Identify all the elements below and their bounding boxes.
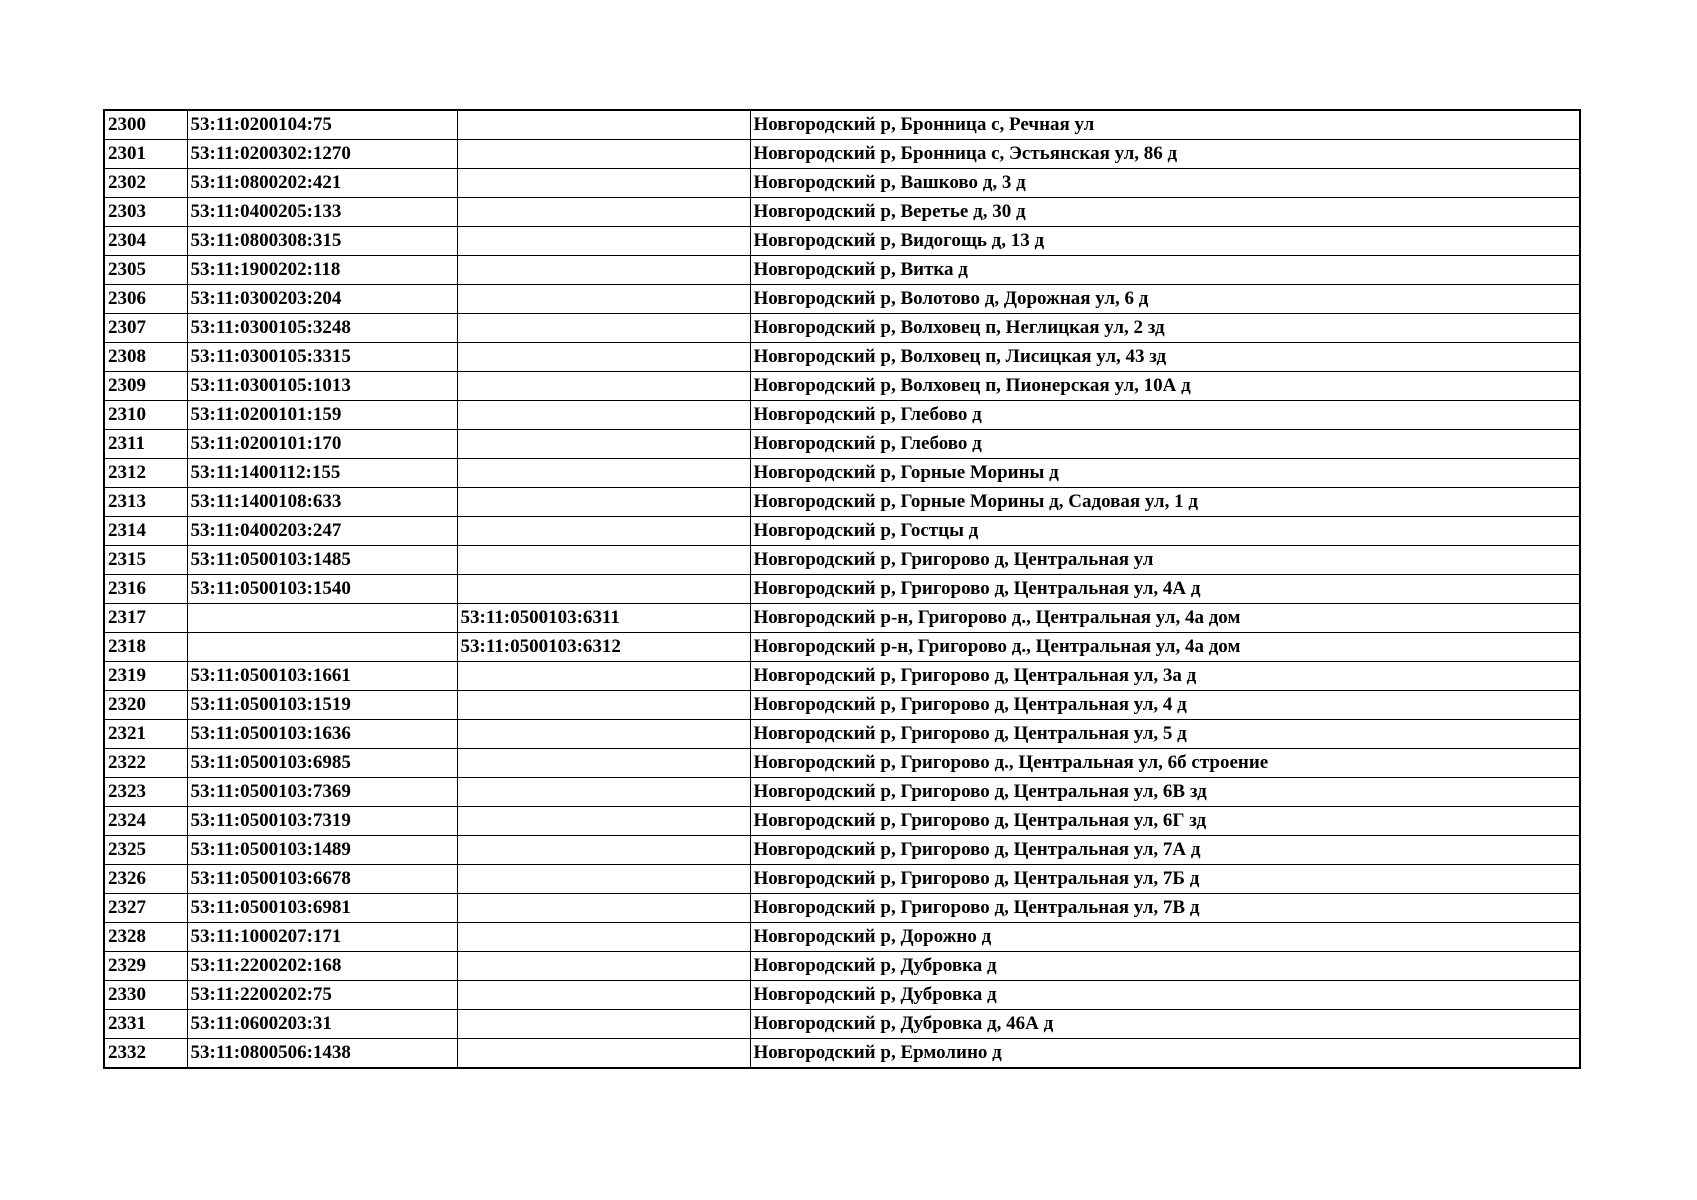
cadastral-number-cell: 53:11:0800202:421 (187, 169, 457, 198)
table-row (104, 517, 1580, 546)
table-row (104, 459, 1580, 488)
cadastral-number-cell: 53:11:0500103:1519 (187, 691, 457, 720)
alt-cadastral-number-cell (457, 981, 750, 1010)
row-number-cell: 2321 (104, 720, 187, 749)
row-number-cell: 2302 (104, 169, 187, 198)
cadastral-number-cell: 53:11:0500103:1661 (187, 662, 457, 691)
alt-cadastral-number-cell (457, 691, 750, 720)
alt-cadastral-number-cell (457, 749, 750, 778)
alt-cadastral-number-cell: 53:11:0500103:6311 (457, 604, 750, 633)
row-number-cell: 2307 (104, 314, 187, 343)
address-cell: Новгородский р, Дорожно д (750, 923, 1580, 952)
address-cell: Новгородский р, Григорово д, Центральная ул, 7А д (750, 836, 1580, 865)
row-number-cell: 2320 (104, 691, 187, 720)
cadastral-number-cell: 53:11:0500103:1485 (187, 546, 457, 575)
row-number-cell: 2326 (104, 865, 187, 894)
cadastral-number-cell: 53:11:0400203:247 (187, 517, 457, 546)
row-number-cell: 2317 (104, 604, 187, 633)
cadastral-number-cell: 53:11:0800506:1438 (187, 1039, 457, 1069)
alt-cadastral-number-cell (457, 1010, 750, 1039)
row-number-cell: 2305 (104, 256, 187, 285)
cadastral-number-cell: 53:11:1900202:118 (187, 256, 457, 285)
alt-cadastral-number-cell (457, 517, 750, 546)
row-number-cell: 2316 (104, 575, 187, 604)
table-row (104, 923, 1580, 952)
table-row (104, 401, 1580, 430)
cadastral-number-cell: 53:11:0300203:204 (187, 285, 457, 314)
address-cell: Новгородский р, Гостцы д (750, 517, 1580, 546)
row-number-cell: 2312 (104, 459, 187, 488)
table-row (104, 488, 1580, 517)
alt-cadastral-number-cell (457, 865, 750, 894)
alt-cadastral-number-cell (457, 923, 750, 952)
row-number-cell: 2301 (104, 140, 187, 169)
alt-cadastral-number-cell (457, 836, 750, 865)
row-number-cell: 2332 (104, 1039, 187, 1069)
row-number-cell: 2330 (104, 981, 187, 1010)
cadastral-number-cell: 53:11:1400112:155 (187, 459, 457, 488)
table-row (104, 604, 1580, 633)
address-cell: Новгородский р, Видогощь д, 13 д (750, 227, 1580, 256)
table-row (104, 285, 1580, 314)
table-row (104, 952, 1580, 981)
cadastral-number-cell: 53:11:0500103:6678 (187, 865, 457, 894)
alt-cadastral-number-cell (457, 140, 750, 169)
alt-cadastral-number-cell (457, 314, 750, 343)
table-row (104, 662, 1580, 691)
table-row (104, 430, 1580, 459)
row-number-cell: 2319 (104, 662, 187, 691)
row-number-cell: 2306 (104, 285, 187, 314)
row-number-cell: 2310 (104, 401, 187, 430)
cadastral-number-cell: 53:11:0500103:7369 (187, 778, 457, 807)
alt-cadastral-number-cell (457, 227, 750, 256)
alt-cadastral-number-cell (457, 401, 750, 430)
address-cell: Новгородский р, Глебово д (750, 430, 1580, 459)
cadastral-number-cell: 53:11:0500103:1636 (187, 720, 457, 749)
row-number-cell: 2314 (104, 517, 187, 546)
table-row (104, 749, 1580, 778)
address-cell: Новгородский р, Вашково д, 3 д (750, 169, 1580, 198)
table-row (104, 981, 1580, 1010)
cadastral-number-cell: 53:11:0300105:3248 (187, 314, 457, 343)
address-cell: Новгородский р-н, Григорово д., Центральная ул, 4а дом (750, 633, 1580, 662)
address-cell: Новгородский р, Волховец п, Пионерская ул, 10А д (750, 372, 1580, 401)
table-row (104, 575, 1580, 604)
table-row (104, 836, 1580, 865)
table-row (104, 343, 1580, 372)
cadastral-number-cell: 53:11:0500103:7319 (187, 807, 457, 836)
alt-cadastral-number-cell (457, 372, 750, 401)
address-cell: Новгородский р, Григорово д., Центральная ул, 6б строение (750, 749, 1580, 778)
alt-cadastral-number-cell: 53:11:0500103:6312 (457, 633, 750, 662)
table-row (104, 169, 1580, 198)
cadastral-number-cell: 53:11:2200202:168 (187, 952, 457, 981)
table-row (104, 865, 1580, 894)
cadastral-number-cell: 53:11:1400108:633 (187, 488, 457, 517)
address-cell: Новгородский р, Григорово д, Центральная ул, 6В зд (750, 778, 1580, 807)
address-cell: Новгородский р, Григорово д, Центральная ул, 6Г зд (750, 807, 1580, 836)
cadastral-number-cell: 53:11:0500103:6985 (187, 749, 457, 778)
cadastral-number-cell: 53:11:0200101:159 (187, 401, 457, 430)
address-cell: Новгородский р, Григорово д, Центральная ул, 7Б д (750, 865, 1580, 894)
row-number-cell: 2304 (104, 227, 187, 256)
alt-cadastral-number-cell (457, 546, 750, 575)
cadastral-number-cell: 53:11:0400205:133 (187, 198, 457, 227)
cadastral-number-cell: 53:11:0800308:315 (187, 227, 457, 256)
row-number-cell: 2331 (104, 1010, 187, 1039)
address-cell: Новгородский р, Бронница с, Эстьянская ул, 86 д (750, 140, 1580, 169)
cadastral-number-cell (187, 604, 457, 633)
alt-cadastral-number-cell (457, 110, 750, 140)
table-row (104, 633, 1580, 662)
alt-cadastral-number-cell (457, 807, 750, 836)
address-cell: Новгородский р, Волховец п, Неглицкая ул, 2 зд (750, 314, 1580, 343)
table-row (104, 256, 1580, 285)
address-cell: Новгородский р, Григорово д, Центральная ул, 7В д (750, 894, 1580, 923)
cadastral-number-cell: 53:11:2200202:75 (187, 981, 457, 1010)
row-number-cell: 2329 (104, 952, 187, 981)
cadastral-number-cell: 53:11:0200302:1270 (187, 140, 457, 169)
table-row (104, 314, 1580, 343)
alt-cadastral-number-cell (457, 488, 750, 517)
address-cell: Новгородский р, Веретье д, 30 д (750, 198, 1580, 227)
cadastral-number-cell: 53:11:0200101:170 (187, 430, 457, 459)
address-cell: Новгородский р, Григорово д, Центральная ул, 3а д (750, 662, 1580, 691)
row-number-cell: 2300 (104, 110, 187, 140)
table-row (104, 1010, 1580, 1039)
table-row (104, 372, 1580, 401)
address-cell: Новгородский р, Григорово д, Центральная ул, 5 д (750, 720, 1580, 749)
alt-cadastral-number-cell (457, 1039, 750, 1069)
alt-cadastral-number-cell (457, 343, 750, 372)
row-number-cell: 2328 (104, 923, 187, 952)
row-number-cell: 2313 (104, 488, 187, 517)
alt-cadastral-number-cell (457, 198, 750, 227)
address-cell: Новгородский р, Витка д (750, 256, 1580, 285)
table-row (104, 227, 1580, 256)
address-cell: Новгородский р, Ермолино д (750, 1039, 1580, 1069)
row-number-cell: 2311 (104, 430, 187, 459)
table-row (104, 807, 1580, 836)
alt-cadastral-number-cell (457, 285, 750, 314)
table-row (104, 894, 1580, 923)
row-number-cell: 2308 (104, 343, 187, 372)
address-cell: Новгородский р, Григорово д, Центральная ул, 4А д (750, 575, 1580, 604)
address-cell: Новгородский р, Глебово д (750, 401, 1580, 430)
row-number-cell: 2324 (104, 807, 187, 836)
alt-cadastral-number-cell (457, 952, 750, 981)
cadastral-number-cell: 53:11:0600203:31 (187, 1010, 457, 1039)
row-number-cell: 2303 (104, 198, 187, 227)
table-row (104, 720, 1580, 749)
alt-cadastral-number-cell (457, 720, 750, 749)
registry-table (103, 109, 1581, 1069)
alt-cadastral-number-cell (457, 459, 750, 488)
address-cell: Новгородский р-н, Григорово д., Центральная ул, 4а дом (750, 604, 1580, 633)
address-cell: Новгородский р, Бронница с, Речная ул (750, 110, 1580, 140)
table-row (104, 198, 1580, 227)
cadastral-number-cell: 53:11:0500103:6981 (187, 894, 457, 923)
address-cell: Новгородский р, Горные Морины д, Садовая ул, 1 д (750, 488, 1580, 517)
alt-cadastral-number-cell (457, 169, 750, 198)
address-cell: Новгородский р, Дубровка д (750, 981, 1580, 1010)
address-cell: Новгородский р, Дубровка д (750, 952, 1580, 981)
row-number-cell: 2309 (104, 372, 187, 401)
cadastral-number-cell: 53:11:0500103:1489 (187, 836, 457, 865)
alt-cadastral-number-cell (457, 256, 750, 285)
cadastral-number-cell: 53:11:1000207:171 (187, 923, 457, 952)
alt-cadastral-number-cell (457, 894, 750, 923)
row-number-cell: 2315 (104, 546, 187, 575)
table-row (104, 110, 1580, 140)
table-row (104, 546, 1580, 575)
address-cell: Новгородский р, Григорово д, Центральная ул (750, 546, 1580, 575)
row-number-cell: 2325 (104, 836, 187, 865)
alt-cadastral-number-cell (457, 575, 750, 604)
row-number-cell: 2327 (104, 894, 187, 923)
address-cell: Новгородский р, Волотово д, Дорожная ул, 6 д (750, 285, 1580, 314)
cadastral-number-cell: 53:11:0500103:1540 (187, 575, 457, 604)
row-number-cell: 2318 (104, 633, 187, 662)
table-row (104, 140, 1580, 169)
address-cell: Новгородский р, Горные Морины д (750, 459, 1580, 488)
row-number-cell: 2323 (104, 778, 187, 807)
table-row (104, 778, 1580, 807)
cadastral-number-cell: 53:11:0200104:75 (187, 110, 457, 140)
alt-cadastral-number-cell (457, 430, 750, 459)
row-number-cell: 2322 (104, 749, 187, 778)
address-cell: Новгородский р, Волховец п, Лисицкая ул, 43 зд (750, 343, 1580, 372)
registry-table-body (104, 110, 1580, 1068)
address-cell: Новгородский р, Дубровка д, 46А д (750, 1010, 1580, 1039)
alt-cadastral-number-cell (457, 662, 750, 691)
cadastral-number-cell: 53:11:0300105:3315 (187, 343, 457, 372)
table-row (104, 691, 1580, 720)
table-row (104, 1039, 1580, 1069)
cadastral-number-cell (187, 633, 457, 662)
alt-cadastral-number-cell (457, 778, 750, 807)
cadastral-number-cell: 53:11:0300105:1013 (187, 372, 457, 401)
address-cell: Новгородский р, Григорово д, Центральная ул, 4 д (750, 691, 1580, 720)
